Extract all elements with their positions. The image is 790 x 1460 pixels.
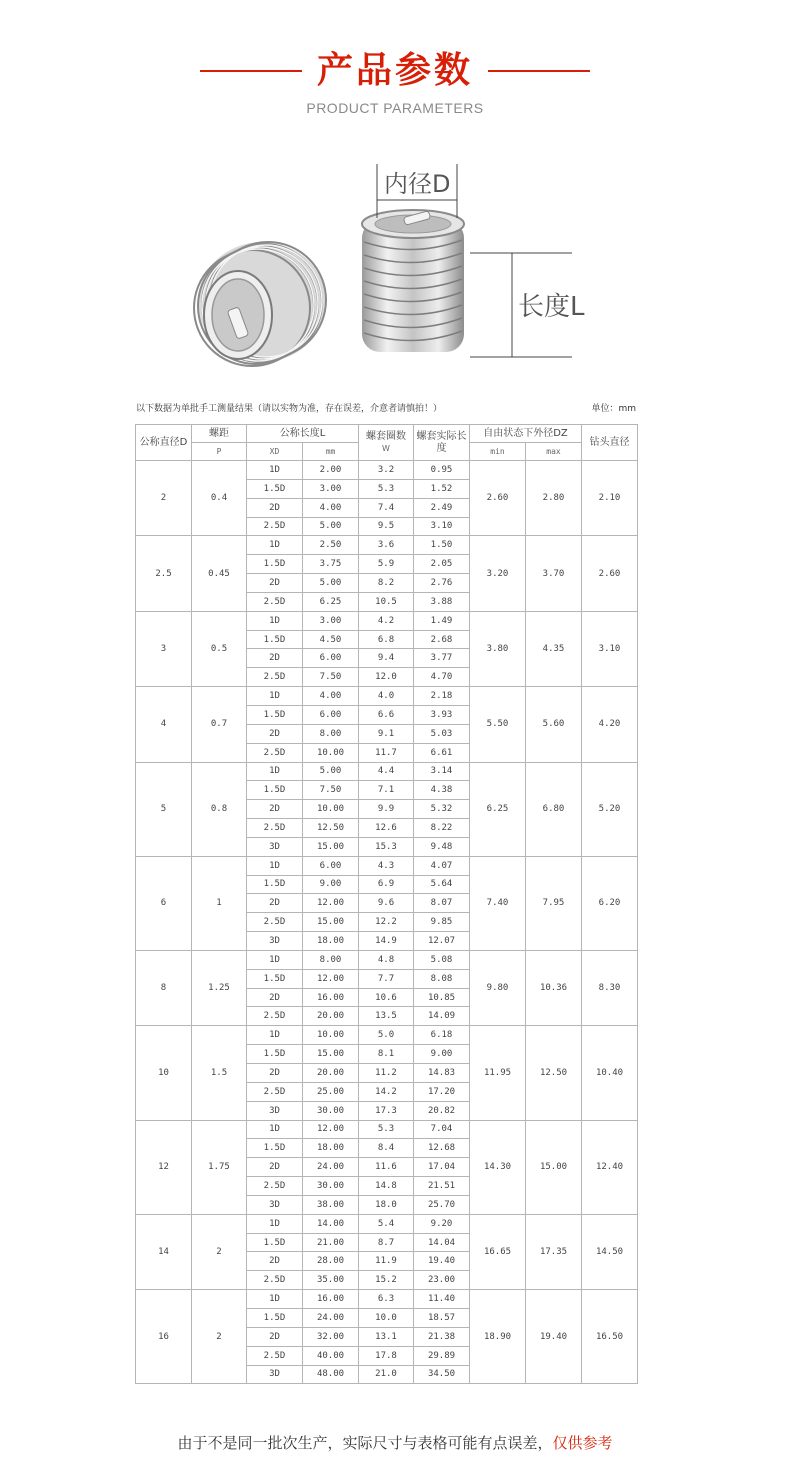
cell-length-mm: 7.50 bbox=[303, 668, 359, 687]
header-drill-diameter: 钻头直径 bbox=[582, 425, 638, 461]
cell-pitch: 1.25 bbox=[192, 950, 247, 1025]
cell-actual-length: 2.18 bbox=[414, 687, 470, 706]
length-label: 长度L bbox=[518, 292, 585, 322]
cell-dz-min: 9.80 bbox=[470, 950, 526, 1025]
cell-turns: 5.4 bbox=[359, 1214, 414, 1233]
header-length-mm: mm bbox=[303, 443, 359, 461]
cell-actual-length: 21.51 bbox=[414, 1177, 470, 1196]
cell-turns: 5.9 bbox=[359, 555, 414, 574]
table-row bbox=[136, 1290, 638, 1309]
cell-length-xd: 2.5D bbox=[247, 913, 303, 932]
cell-length-xd: 1D bbox=[247, 687, 303, 706]
cell-dz-max: 2.80 bbox=[526, 461, 582, 536]
cell-length-mm: 8.00 bbox=[303, 724, 359, 743]
header-free-diameter: 自由状态下外径DZ bbox=[470, 425, 582, 443]
cell-length-mm: 2.50 bbox=[303, 536, 359, 555]
cell-length-mm: 32.00 bbox=[303, 1327, 359, 1346]
cell-actual-length: 4.07 bbox=[414, 856, 470, 875]
table-row bbox=[136, 856, 638, 875]
cell-dz-min: 2.60 bbox=[470, 461, 526, 536]
table-row bbox=[136, 536, 638, 555]
header-turns-label: 螺套圈数 bbox=[366, 430, 407, 442]
cell-actual-length: 5.32 bbox=[414, 800, 470, 819]
footer-highlight: 仅供参考 bbox=[552, 1434, 613, 1452]
cell-drill-diameter: 14.50 bbox=[582, 1214, 638, 1289]
cell-pitch: 1.5 bbox=[192, 1026, 247, 1120]
measurement-note bbox=[136, 401, 636, 417]
inner-diameter-label: 内径D bbox=[384, 170, 451, 198]
cell-pitch: 2 bbox=[192, 1214, 247, 1289]
header-turns bbox=[359, 425, 414, 461]
cell-turns: 9.4 bbox=[359, 649, 414, 668]
coil-left-image bbox=[194, 242, 326, 366]
cell-actual-length: 8.08 bbox=[414, 969, 470, 988]
cell-length-mm: 20.00 bbox=[303, 1007, 359, 1026]
cell-pitch: 0.45 bbox=[192, 536, 247, 611]
cell-length-mm: 6.00 bbox=[303, 649, 359, 668]
cell-length-xd: 1.5D bbox=[247, 969, 303, 988]
cell-length-mm: 18.00 bbox=[303, 932, 359, 951]
cell-turns: 18.0 bbox=[359, 1195, 414, 1214]
cell-length-mm: 35.00 bbox=[303, 1271, 359, 1290]
cell-drill-diameter: 16.50 bbox=[582, 1290, 638, 1384]
cell-dz-max: 10.36 bbox=[526, 950, 582, 1025]
cell-nominal-diameter: 3 bbox=[136, 611, 192, 686]
cell-length-xd: 1.5D bbox=[247, 875, 303, 894]
cell-actual-length: 29.89 bbox=[414, 1346, 470, 1365]
cell-turns: 4.2 bbox=[359, 611, 414, 630]
cell-dz-max: 12.50 bbox=[526, 1026, 582, 1120]
cell-turns: 10.0 bbox=[359, 1308, 414, 1327]
cell-length-mm: 2.00 bbox=[303, 461, 359, 480]
unit-label: 单位：mm bbox=[591, 404, 636, 414]
cell-pitch: 2 bbox=[192, 1290, 247, 1384]
cell-turns: 13.5 bbox=[359, 1007, 414, 1026]
cell-turns: 3.6 bbox=[359, 536, 414, 555]
cell-length-mm: 5.00 bbox=[303, 762, 359, 781]
cell-actual-length: 14.09 bbox=[414, 1007, 470, 1026]
cell-length-xd: 2.5D bbox=[247, 1007, 303, 1026]
cell-turns: 11.9 bbox=[359, 1252, 414, 1271]
cell-actual-length: 21.38 bbox=[414, 1327, 470, 1346]
cell-actual-length: 34.50 bbox=[414, 1365, 470, 1384]
cell-drill-diameter: 8.30 bbox=[582, 950, 638, 1025]
cell-turns: 6.8 bbox=[359, 630, 414, 649]
cell-actual-length: 2.49 bbox=[414, 498, 470, 517]
cell-length-mm: 30.00 bbox=[303, 1177, 359, 1196]
measurement-disclaimer: 以下数据为单批手工测量结果（请以实物为准，存在误差，介意者请慎拍！） bbox=[136, 404, 443, 414]
cell-length-xd: 1.5D bbox=[247, 1233, 303, 1252]
cell-turns: 11.2 bbox=[359, 1064, 414, 1083]
cell-turns: 9.1 bbox=[359, 724, 414, 743]
cell-length-mm: 5.00 bbox=[303, 517, 359, 536]
table-row bbox=[136, 611, 638, 630]
cell-length-xd: 1.5D bbox=[247, 630, 303, 649]
cell-turns: 14.2 bbox=[359, 1082, 414, 1101]
page-subtitle: PRODUCT PARAMETERS bbox=[306, 100, 484, 116]
cell-actual-length: 20.82 bbox=[414, 1101, 470, 1120]
cell-actual-length: 25.70 bbox=[414, 1195, 470, 1214]
cell-length-mm: 6.00 bbox=[303, 705, 359, 724]
cell-nominal-diameter: 2.5 bbox=[136, 536, 192, 611]
header-nominal-length: 公称长度L bbox=[247, 425, 359, 443]
cell-turns: 6.6 bbox=[359, 705, 414, 724]
cell-dz-min: 6.25 bbox=[470, 762, 526, 856]
section-header bbox=[0, 46, 790, 96]
thread-insert-drawing bbox=[0, 150, 790, 390]
cell-turns: 17.3 bbox=[359, 1101, 414, 1120]
cell-length-mm: 12.00 bbox=[303, 969, 359, 988]
cell-actual-length: 7.04 bbox=[414, 1120, 470, 1139]
cell-length-mm: 38.00 bbox=[303, 1195, 359, 1214]
cell-length-xd: 2D bbox=[247, 1327, 303, 1346]
cell-actual-length: 6.18 bbox=[414, 1026, 470, 1045]
cell-actual-length: 9.20 bbox=[414, 1214, 470, 1233]
cell-drill-diameter: 3.10 bbox=[582, 611, 638, 686]
cell-turns: 5.3 bbox=[359, 1120, 414, 1139]
cell-dz-min: 11.95 bbox=[470, 1026, 526, 1120]
cell-actual-length: 9.00 bbox=[414, 1045, 470, 1064]
cell-length-mm: 28.00 bbox=[303, 1252, 359, 1271]
cell-length-xd: 3D bbox=[247, 1195, 303, 1214]
cell-length-xd: 2.5D bbox=[247, 1346, 303, 1365]
cell-actual-length: 23.00 bbox=[414, 1271, 470, 1290]
cell-length-mm: 20.00 bbox=[303, 1064, 359, 1083]
cell-turns: 4.0 bbox=[359, 687, 414, 706]
cell-nominal-diameter: 14 bbox=[136, 1214, 192, 1289]
cell-length-mm: 15.00 bbox=[303, 837, 359, 856]
cell-length-xd: 1D bbox=[247, 1120, 303, 1139]
cell-length-xd: 1D bbox=[247, 762, 303, 781]
cell-actual-length: 3.88 bbox=[414, 592, 470, 611]
cell-dz-max: 19.40 bbox=[526, 1290, 582, 1384]
cell-actual-length: 14.04 bbox=[414, 1233, 470, 1252]
cell-actual-length: 11.40 bbox=[414, 1290, 470, 1309]
cell-turns: 10.6 bbox=[359, 988, 414, 1007]
table-row bbox=[136, 762, 638, 781]
cell-turns: 8.4 bbox=[359, 1139, 414, 1158]
cell-turns: 8.7 bbox=[359, 1233, 414, 1252]
cell-length-mm: 4.00 bbox=[303, 687, 359, 706]
cell-length-mm: 5.00 bbox=[303, 574, 359, 593]
cell-length-xd: 1D bbox=[247, 536, 303, 555]
cell-length-xd: 1D bbox=[247, 461, 303, 480]
cell-length-mm: 10.00 bbox=[303, 800, 359, 819]
cell-length-mm: 16.00 bbox=[303, 988, 359, 1007]
cell-length-mm: 7.50 bbox=[303, 781, 359, 800]
cell-length-mm: 24.00 bbox=[303, 1158, 359, 1177]
cell-actual-length: 10.85 bbox=[414, 988, 470, 1007]
table-row bbox=[136, 1214, 638, 1233]
cell-nominal-diameter: 12 bbox=[136, 1120, 192, 1214]
cell-pitch: 1 bbox=[192, 856, 247, 950]
cell-length-xd: 1.5D bbox=[247, 1308, 303, 1327]
cell-length-xd: 2D bbox=[247, 894, 303, 913]
cell-turns: 6.9 bbox=[359, 875, 414, 894]
cell-turns: 7.4 bbox=[359, 498, 414, 517]
cell-actual-length: 1.52 bbox=[414, 479, 470, 498]
cell-length-xd: 2.5D bbox=[247, 1082, 303, 1101]
table-row bbox=[136, 1026, 638, 1045]
cell-nominal-diameter: 6 bbox=[136, 856, 192, 950]
header-turns-sub: W bbox=[382, 443, 390, 453]
cell-turns: 12.0 bbox=[359, 668, 414, 687]
cell-length-xd: 2.5D bbox=[247, 517, 303, 536]
table-row bbox=[136, 1120, 638, 1139]
cell-length-mm: 12.50 bbox=[303, 819, 359, 838]
cell-dz-max: 3.70 bbox=[526, 536, 582, 611]
cell-length-xd: 1D bbox=[247, 1214, 303, 1233]
cell-turns: 4.4 bbox=[359, 762, 414, 781]
coil-right-image bbox=[362, 210, 464, 352]
cell-length-xd: 2D bbox=[247, 1252, 303, 1271]
cell-length-xd: 2D bbox=[247, 724, 303, 743]
cell-turns: 5.3 bbox=[359, 479, 414, 498]
title-divider-right bbox=[488, 70, 590, 72]
cell-drill-diameter: 2.10 bbox=[582, 461, 638, 536]
cell-pitch: 0.4 bbox=[192, 461, 247, 536]
cell-length-xd: 2.5D bbox=[247, 1271, 303, 1290]
cell-length-xd: 2D bbox=[247, 649, 303, 668]
cell-dz-max: 4.35 bbox=[526, 611, 582, 686]
cell-actual-length: 3.10 bbox=[414, 517, 470, 536]
cell-drill-diameter: 4.20 bbox=[582, 687, 638, 762]
table-row bbox=[136, 950, 638, 969]
cell-turns: 4.8 bbox=[359, 950, 414, 969]
cell-turns: 12.2 bbox=[359, 913, 414, 932]
cell-length-mm: 6.00 bbox=[303, 856, 359, 875]
cell-length-mm: 48.00 bbox=[303, 1365, 359, 1384]
cell-dz-max: 15.00 bbox=[526, 1120, 582, 1214]
cell-length-xd: 2.5D bbox=[247, 819, 303, 838]
cell-dz-max: 6.80 bbox=[526, 762, 582, 856]
cell-nominal-diameter: 16 bbox=[136, 1290, 192, 1384]
table-row bbox=[136, 687, 638, 706]
header-actual-length: 螺套实际长度 bbox=[414, 425, 470, 461]
cell-actual-length: 9.85 bbox=[414, 913, 470, 932]
cell-actual-length: 17.20 bbox=[414, 1082, 470, 1101]
cell-length-mm: 10.00 bbox=[303, 1026, 359, 1045]
cell-actual-length: 2.76 bbox=[414, 574, 470, 593]
cell-length-xd: 2.5D bbox=[247, 668, 303, 687]
cell-actual-length: 12.68 bbox=[414, 1139, 470, 1158]
cell-turns: 8.2 bbox=[359, 574, 414, 593]
cell-drill-diameter: 5.20 bbox=[582, 762, 638, 856]
cell-actual-length: 0.95 bbox=[414, 461, 470, 480]
cell-length-mm: 9.00 bbox=[303, 875, 359, 894]
cell-length-mm: 25.00 bbox=[303, 1082, 359, 1101]
cell-actual-length: 3.14 bbox=[414, 762, 470, 781]
cell-actual-length: 17.04 bbox=[414, 1158, 470, 1177]
cell-actual-length: 18.57 bbox=[414, 1308, 470, 1327]
cell-length-xd: 1D bbox=[247, 950, 303, 969]
cell-length-mm: 15.00 bbox=[303, 913, 359, 932]
cell-length-xd: 2.5D bbox=[247, 592, 303, 611]
cell-actual-length: 2.68 bbox=[414, 630, 470, 649]
cell-actual-length: 6.61 bbox=[414, 743, 470, 762]
cell-actual-length: 1.49 bbox=[414, 611, 470, 630]
cell-nominal-diameter: 8 bbox=[136, 950, 192, 1025]
cell-length-xd: 2D bbox=[247, 1064, 303, 1083]
cell-length-xd: 2D bbox=[247, 1158, 303, 1177]
header-nominal-diameter: 公称直径D bbox=[136, 425, 192, 461]
cell-length-xd: 1D bbox=[247, 1290, 303, 1309]
cell-length-mm: 3.00 bbox=[303, 611, 359, 630]
cell-nominal-diameter: 2 bbox=[136, 461, 192, 536]
cell-nominal-diameter: 4 bbox=[136, 687, 192, 762]
cell-actual-length: 2.05 bbox=[414, 555, 470, 574]
cell-pitch: 1.75 bbox=[192, 1120, 247, 1214]
cell-drill-diameter: 10.40 bbox=[582, 1026, 638, 1120]
cell-pitch: 0.5 bbox=[192, 611, 247, 686]
spec-table bbox=[135, 424, 638, 1384]
cell-actual-length: 8.22 bbox=[414, 819, 470, 838]
cell-pitch: 0.7 bbox=[192, 687, 247, 762]
cell-turns: 14.8 bbox=[359, 1177, 414, 1196]
cell-length-xd: 1.5D bbox=[247, 705, 303, 724]
cell-turns: 10.5 bbox=[359, 592, 414, 611]
cell-turns: 6.3 bbox=[359, 1290, 414, 1309]
cell-length-mm: 4.50 bbox=[303, 630, 359, 649]
cell-nominal-diameter: 10 bbox=[136, 1026, 192, 1120]
header-dz-min: min bbox=[470, 443, 526, 461]
cell-turns: 14.9 bbox=[359, 932, 414, 951]
cell-length-xd: 1.5D bbox=[247, 479, 303, 498]
spec-table-body bbox=[136, 461, 638, 1384]
product-illustration bbox=[0, 150, 790, 390]
cell-length-mm: 4.00 bbox=[303, 498, 359, 517]
cell-length-xd: 2.5D bbox=[247, 1177, 303, 1196]
cell-dz-min: 3.80 bbox=[470, 611, 526, 686]
cell-turns: 7.1 bbox=[359, 781, 414, 800]
cell-length-mm: 6.25 bbox=[303, 592, 359, 611]
cell-length-mm: 15.00 bbox=[303, 1045, 359, 1064]
table-row bbox=[136, 461, 638, 480]
cell-actual-length: 9.48 bbox=[414, 837, 470, 856]
cell-length-xd: 1.5D bbox=[247, 555, 303, 574]
cell-actual-length: 19.40 bbox=[414, 1252, 470, 1271]
cell-length-mm: 3.00 bbox=[303, 479, 359, 498]
cell-actual-length: 5.08 bbox=[414, 950, 470, 969]
cell-actual-length: 8.07 bbox=[414, 894, 470, 913]
footer-disclaimer bbox=[0, 1432, 790, 1453]
cell-dz-min: 18.90 bbox=[470, 1290, 526, 1384]
footer-text: 由于不是同一批次生产，实际尺寸与表格可能有点误差， bbox=[177, 1434, 553, 1452]
cell-length-xd: 2D bbox=[247, 498, 303, 517]
cell-turns: 17.8 bbox=[359, 1346, 414, 1365]
cell-dz-min: 16.65 bbox=[470, 1214, 526, 1289]
cell-length-mm: 16.00 bbox=[303, 1290, 359, 1309]
cell-actual-length: 4.38 bbox=[414, 781, 470, 800]
cell-turns: 5.0 bbox=[359, 1026, 414, 1045]
cell-turns: 12.6 bbox=[359, 819, 414, 838]
header-dz-max: max bbox=[526, 443, 582, 461]
cell-dz-max: 5.60 bbox=[526, 687, 582, 762]
cell-length-xd: 1D bbox=[247, 856, 303, 875]
cell-length-xd: 3D bbox=[247, 932, 303, 951]
cell-turns: 15.3 bbox=[359, 837, 414, 856]
cell-length-mm: 21.00 bbox=[303, 1233, 359, 1252]
cell-dz-min: 7.40 bbox=[470, 856, 526, 950]
cell-dz-max: 7.95 bbox=[526, 856, 582, 950]
cell-dz-min: 14.30 bbox=[470, 1120, 526, 1214]
cell-actual-length: 14.83 bbox=[414, 1064, 470, 1083]
cell-length-mm: 12.00 bbox=[303, 894, 359, 913]
cell-length-mm: 40.00 bbox=[303, 1346, 359, 1365]
cell-length-xd: 1.5D bbox=[247, 781, 303, 800]
cell-length-mm: 10.00 bbox=[303, 743, 359, 762]
cell-length-mm: 30.00 bbox=[303, 1101, 359, 1120]
cell-turns: 9.6 bbox=[359, 894, 414, 913]
cell-length-xd: 3D bbox=[247, 837, 303, 856]
cell-dz-min: 3.20 bbox=[470, 536, 526, 611]
cell-actual-length: 12.07 bbox=[414, 932, 470, 951]
cell-turns: 4.3 bbox=[359, 856, 414, 875]
cell-turns: 11.7 bbox=[359, 743, 414, 762]
cell-length-mm: 8.00 bbox=[303, 950, 359, 969]
cell-length-xd: 2D bbox=[247, 574, 303, 593]
cell-drill-diameter: 6.20 bbox=[582, 856, 638, 950]
cell-dz-max: 17.35 bbox=[526, 1214, 582, 1289]
header-pitch-sub: P bbox=[192, 443, 247, 461]
cell-turns: 21.0 bbox=[359, 1365, 414, 1384]
cell-length-xd: 3D bbox=[247, 1101, 303, 1120]
cell-length-xd: 2D bbox=[247, 800, 303, 819]
cell-turns: 9.5 bbox=[359, 517, 414, 536]
cell-turns: 9.9 bbox=[359, 800, 414, 819]
header-pitch: 螺距 bbox=[192, 425, 247, 443]
cell-length-xd: 1.5D bbox=[247, 1045, 303, 1064]
cell-turns: 7.7 bbox=[359, 969, 414, 988]
cell-actual-length: 5.64 bbox=[414, 875, 470, 894]
cell-dz-min: 5.50 bbox=[470, 687, 526, 762]
cell-length-mm: 3.75 bbox=[303, 555, 359, 574]
cell-pitch: 0.8 bbox=[192, 762, 247, 856]
cell-actual-length: 3.93 bbox=[414, 705, 470, 724]
header-length-xd: XD bbox=[247, 443, 303, 461]
cell-length-xd: 1.5D bbox=[247, 1139, 303, 1158]
cell-turns: 13.1 bbox=[359, 1327, 414, 1346]
cell-actual-length: 5.03 bbox=[414, 724, 470, 743]
page-title: 产品参数 bbox=[316, 50, 473, 91]
cell-actual-length: 1.50 bbox=[414, 536, 470, 555]
cell-turns: 8.1 bbox=[359, 1045, 414, 1064]
cell-length-xd: 2D bbox=[247, 988, 303, 1007]
cell-length-xd: 1D bbox=[247, 1026, 303, 1045]
cell-nominal-diameter: 5 bbox=[136, 762, 192, 856]
cell-turns: 3.2 bbox=[359, 461, 414, 480]
cell-drill-diameter: 2.60 bbox=[582, 536, 638, 611]
cell-turns: 11.6 bbox=[359, 1158, 414, 1177]
cell-length-xd: 3D bbox=[247, 1365, 303, 1384]
cell-length-mm: 12.00 bbox=[303, 1120, 359, 1139]
cell-drill-diameter: 12.40 bbox=[582, 1120, 638, 1214]
cell-actual-length: 4.70 bbox=[414, 668, 470, 687]
cell-turns: 15.2 bbox=[359, 1271, 414, 1290]
cell-length-xd: 1D bbox=[247, 611, 303, 630]
cell-actual-length: 3.77 bbox=[414, 649, 470, 668]
cell-length-mm: 14.00 bbox=[303, 1214, 359, 1233]
cell-length-mm: 18.00 bbox=[303, 1139, 359, 1158]
cell-length-mm: 24.00 bbox=[303, 1308, 359, 1327]
cell-length-xd: 2.5D bbox=[247, 743, 303, 762]
